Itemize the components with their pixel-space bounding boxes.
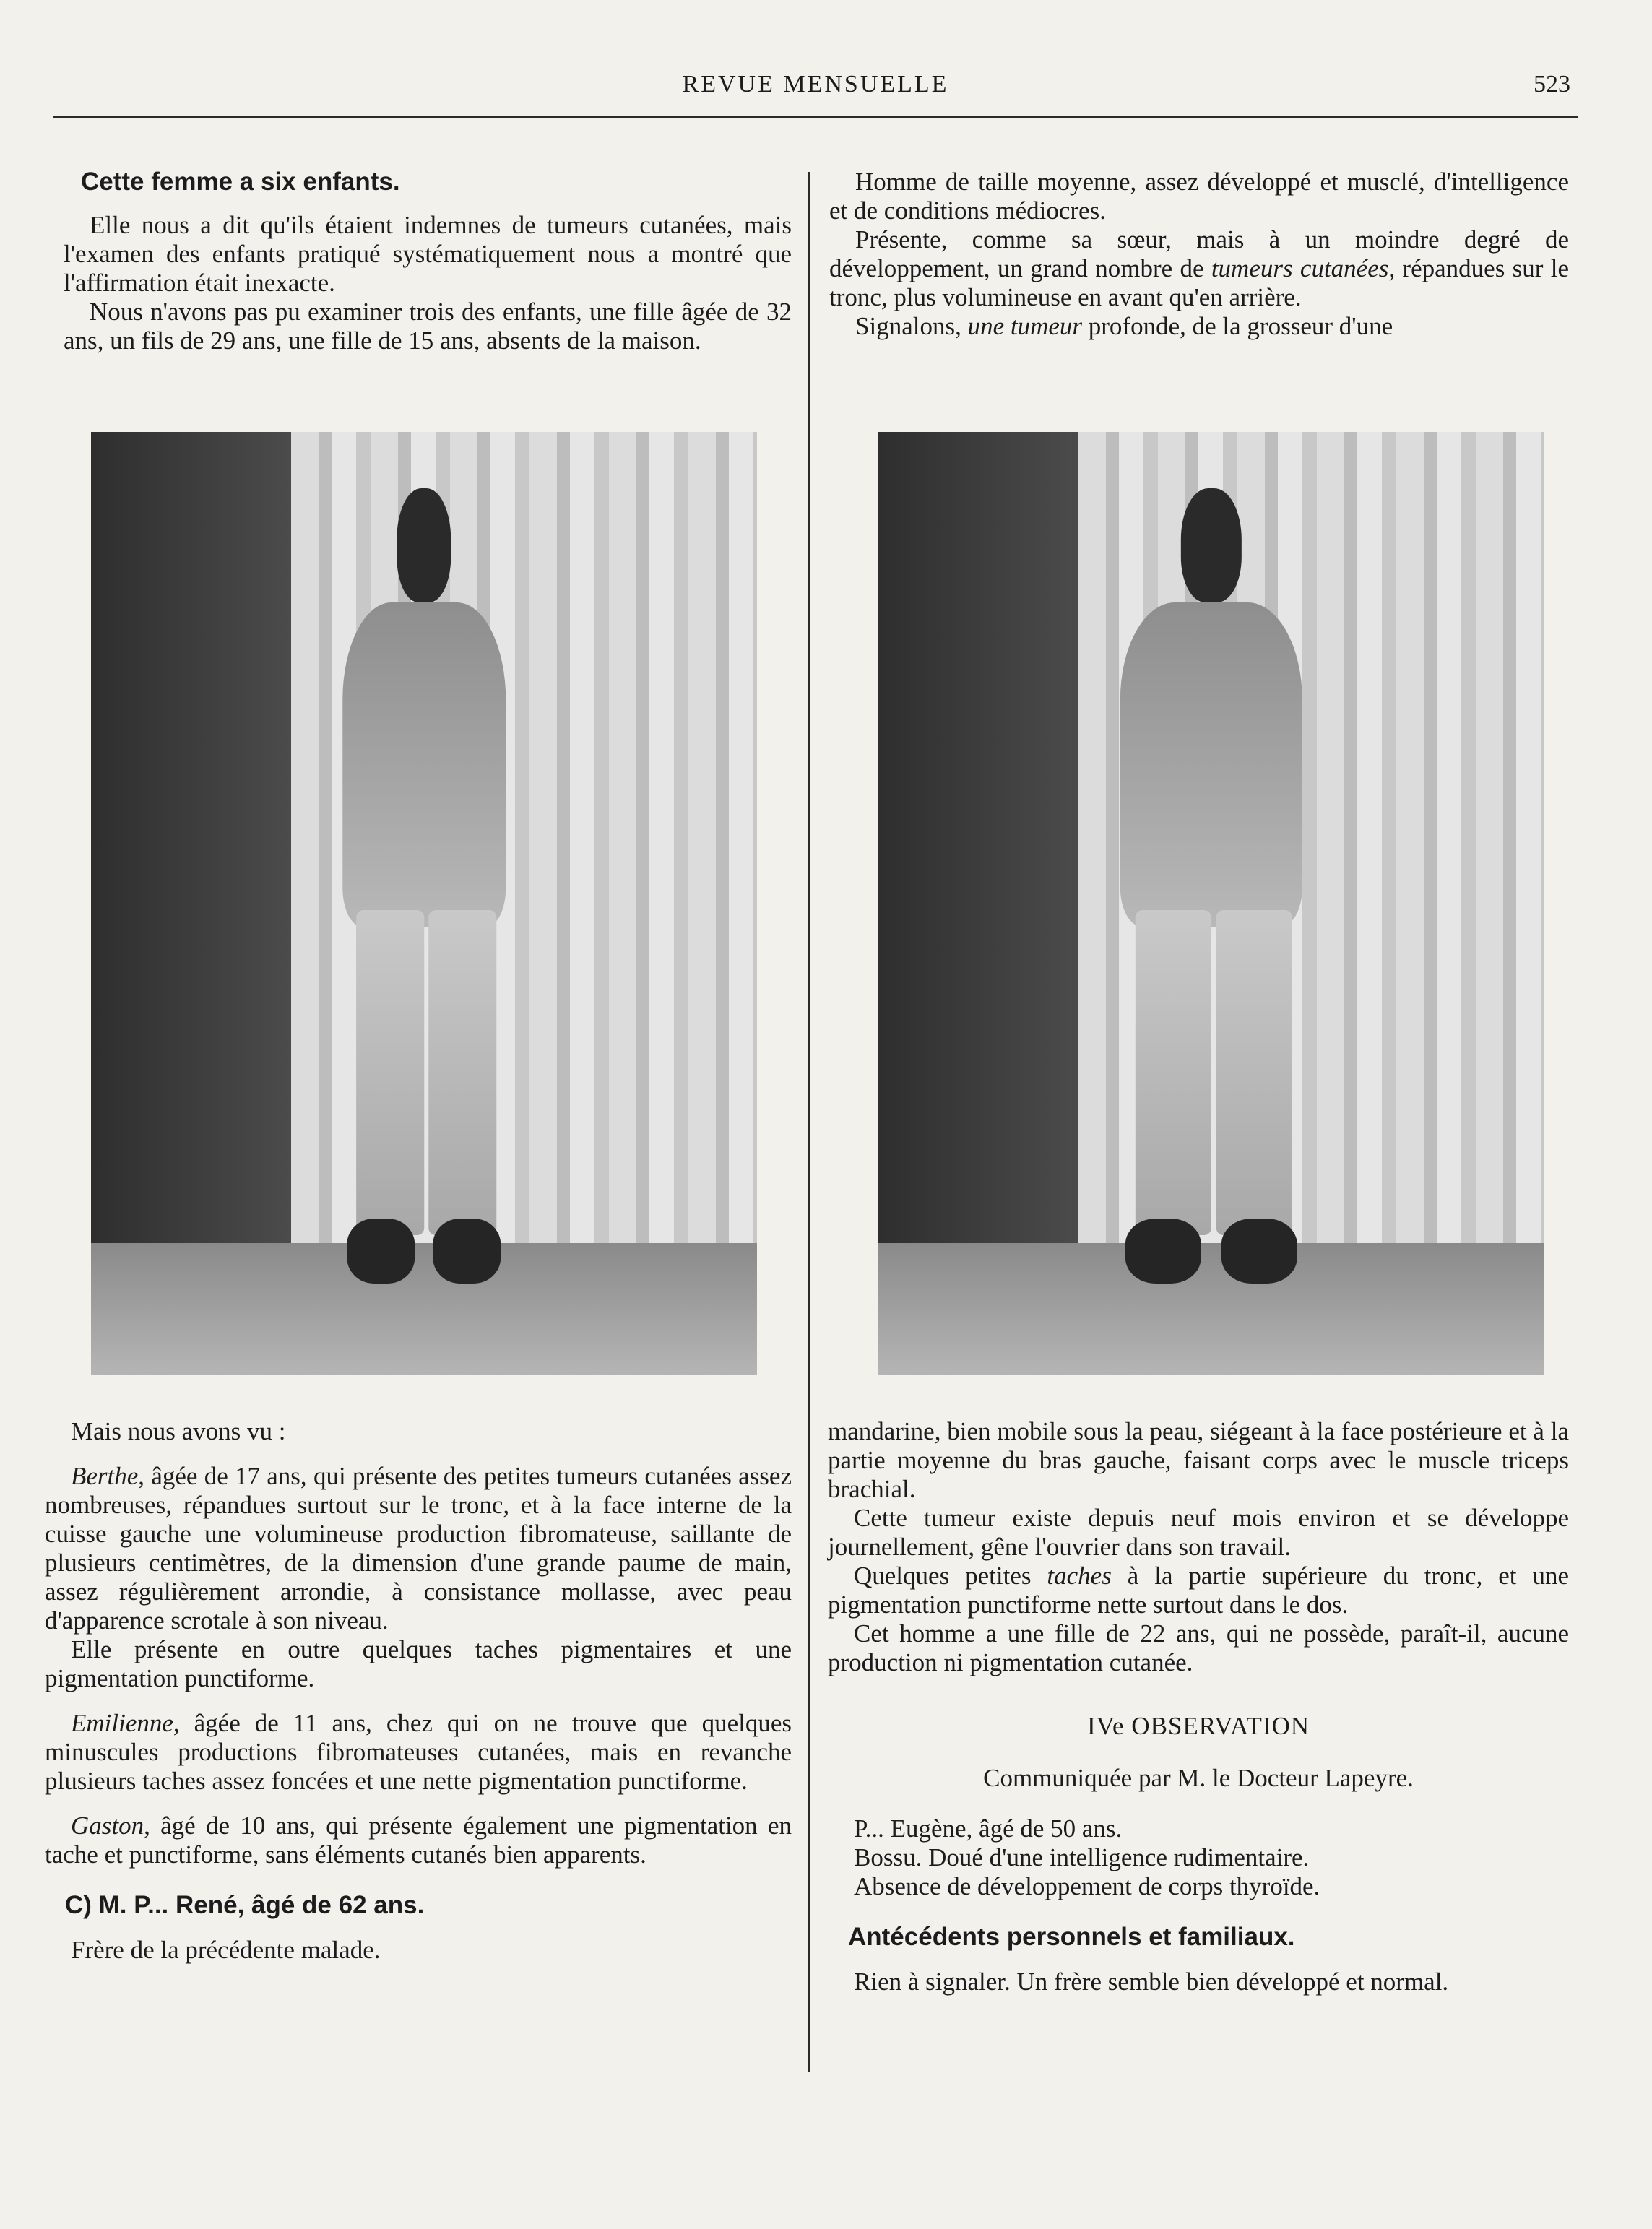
- column-rule: [808, 172, 810, 2072]
- person-name: Berthe: [71, 1462, 139, 1490]
- figure-foot: [1221, 1219, 1297, 1284]
- figure-leg: [428, 910, 496, 1234]
- figure-foot: [347, 1219, 415, 1284]
- paragraph: mandarine, bien mobile sous la peau, siégeant à la face postérieure et à la partie moyenne du bras gauche, faisant corps avec le muscle triceps brachial.: [828, 1417, 1569, 1503]
- emphasis: une tumeur: [967, 312, 1083, 340]
- observation-subtitle: Communiquée par M. le Docteur Lapeyre.: [983, 1764, 1414, 1792]
- paragraph: Elle présente en outre quelques taches pigmentaires et une pigmentation punctiforme.: [45, 1635, 792, 1692]
- figure-torso: [1120, 602, 1302, 927]
- person-name: Emilienne: [71, 1709, 173, 1737]
- text-span: profonde, de la grosseur d'une: [1082, 312, 1393, 340]
- photo-figure: [1085, 488, 1338, 1299]
- observation-title: IVe OBSERVATION: [1086, 1712, 1310, 1740]
- figure-foot: [1125, 1219, 1201, 1284]
- text-span: , répandues sur le tronc, plus volumineuse en avant qu'en arrière.: [829, 254, 1569, 311]
- paragraph: Elle nous a dit qu'ils étaient indemnes de tumeurs cutanées, mais l'examen des enfants pratiqué systématiquement nous a montré que l'affirmation était inexacte.: [64, 211, 792, 297]
- paragraph: Absence de développement de corps thyroïde.: [854, 1872, 1320, 1900]
- figure-head: [1181, 488, 1242, 602]
- figure-torso: [342, 602, 506, 927]
- emphasis: taches: [1047, 1562, 1112, 1590]
- paragraph: Homme de taille moyenne, assez développé et musclé, d'intelligence et de conditions médiocres.: [829, 168, 1569, 225]
- page-header: [53, 71, 1578, 105]
- paragraph: [829, 225, 1569, 312]
- journal-title: REVUE MENSUELLE: [682, 71, 949, 98]
- text-span: à la partie supérieure du tronc, et une pigmentation punctiforme nette surtout dans le dos.: [828, 1562, 1569, 1619]
- text-span: , âgée de 11 ans, chez qui on ne trouve que quelques minuscules productions fibromateuses cutanées, mais en revanche plusieurs taches assez foncées et une nette pigmentation punctiforme.: [45, 1709, 792, 1795]
- figure-foot: [433, 1219, 501, 1284]
- photo-back-view: [878, 432, 1544, 1375]
- person-name: Gaston: [71, 1812, 144, 1840]
- paragraph: Cet homme a une fille de 22 ans, qui ne possède, paraît-il, aucune production ni pigmentation cutanée.: [828, 1619, 1569, 1676]
- section-heading: C) M. P... René, âgé de 62 ans.: [65, 1891, 425, 1919]
- paragraph: Rien à signaler. Un frère semble bien développé et normal.: [854, 1968, 1449, 1996]
- figure-leg: [356, 910, 424, 1234]
- paragraph: [828, 1562, 1569, 1619]
- right-bottom-text: [828, 1417, 1569, 1996]
- photo-background: [878, 432, 1104, 1375]
- text-span: , âgée de 17 ans, qui présente des petites tumeurs cutanées assez nombreuses, répandues surtout sur le tronc, et à la face interne de la cuisse gauche une volumineuse production fibromateuse, saillante de plusieurs centimètres, de la dimension d'une grande paume de main, assez régulièrement arrondie, à consistance mollasse, avec peau d'apparence scrotale à son niveau.: [45, 1462, 792, 1635]
- figure-head: [397, 488, 451, 602]
- photo-front-view: [91, 432, 757, 1375]
- photo-background: [91, 432, 317, 1375]
- section-heading: Antécédents personnels et familiaux.: [848, 1923, 1295, 1951]
- header-rule: [53, 116, 1578, 118]
- text-span: Quelques petites: [854, 1562, 1047, 1590]
- emphasis: tumeurs cutanées: [1211, 254, 1389, 282]
- figure-leg: [1216, 910, 1292, 1234]
- page-number: 523: [1534, 71, 1570, 98]
- section-heading: Cette femme a six enfants.: [81, 168, 400, 196]
- paragraph: P... Eugène, âgé de 50 ans.: [854, 1814, 1123, 1843]
- paragraph: [829, 312, 1569, 341]
- left-bottom-text: [45, 1417, 792, 1965]
- left-top-text: [64, 168, 792, 355]
- figure-leg: [1136, 910, 1211, 1234]
- paragraph: Nous n'avons pas pu examiner trois des enfants, une fille âgée de 32 ans, un fils de 29 ans, une fille de 15 ans, absents de la maison.: [64, 298, 792, 355]
- photo-figure: [311, 488, 537, 1299]
- paragraph: Mais nous avons vu :: [71, 1417, 286, 1445]
- paragraph: [45, 1462, 792, 1635]
- text-span: , âgé de 10 ans, qui présente également une pigmentation en tache et punctiforme, sans éléments cutanés bien apparents.: [45, 1812, 792, 1869]
- paragraph: Bossu. Doué d'une intelligence rudimentaire.: [854, 1843, 1310, 1871]
- paragraph: [45, 1709, 792, 1796]
- right-top-text: [829, 168, 1569, 341]
- paragraph: [45, 1812, 792, 1869]
- text-span: Signalons,: [855, 312, 968, 340]
- paragraph: Frère de la précédente malade.: [71, 1936, 381, 1964]
- text-span: Présente, comme sa sœur, mais à un moindre degré de développement, un grand nombre de: [829, 225, 1569, 282]
- paragraph: Cette tumeur existe depuis neuf mois environ et se développe journellement, gêne l'ouvrier dans son travail.: [828, 1504, 1569, 1561]
